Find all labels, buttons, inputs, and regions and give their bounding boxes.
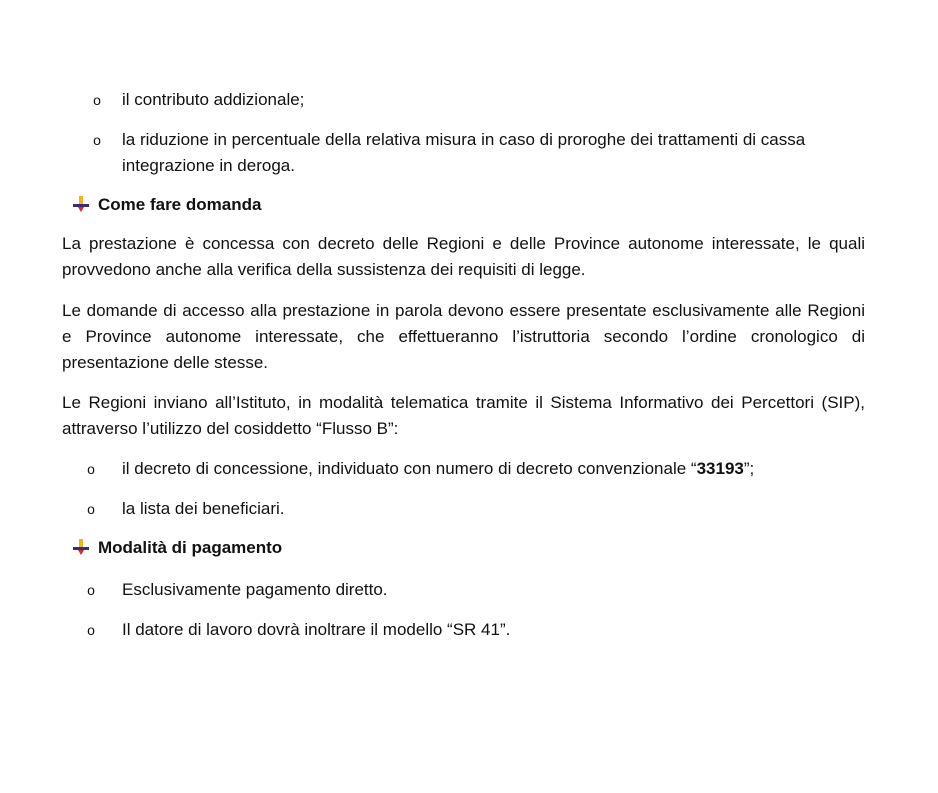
list-item: Esclusivamente pagamento diretto. — [122, 580, 388, 599]
bullet-mark: o — [87, 501, 95, 517]
list-item — [122, 456, 867, 482]
list-item-text: il decreto di concessione, individuato con numero di decreto convenzionale “ — [122, 459, 697, 478]
paragraph: Le Regioni inviano all’Istituto, in modalità telematica tramite il Sistema Informativo dei Percettori (SIP), attraverso l’utilizzo del cosiddetto “Flusso B”: — [62, 393, 865, 438]
list-item: il contributo addizionale; — [122, 90, 305, 109]
down-arrow-pin-icon — [73, 539, 89, 555]
list-item-text: ”; — [743, 459, 755, 478]
paragraph: Le domande di accesso alla prestazione in parola devono essere presentate esclusivamente alle Regioni e Province autonome interessate, che effettueranno l’istruttoria secondo l’ordine cronologico di presentazione delle stesse. — [62, 301, 865, 372]
list-item: Il datore di lavoro dovrà inoltrare il modello “SR 41”. — [122, 620, 511, 639]
decree-number: 33193 — [696, 459, 744, 478]
bullet-mark: o — [87, 461, 95, 477]
list-item: la lista dei beneficiari. — [122, 499, 285, 518]
bullet-mark: o — [87, 582, 95, 598]
section-heading: Come fare domanda — [98, 195, 262, 214]
section-heading: Modalità di pagamento — [98, 538, 283, 557]
bullet-mark: o — [87, 622, 95, 638]
list-item: la riduzione in percentuale della relativa misura in caso di proroghe dei trattamenti di cassa integrazione in deroga. — [122, 130, 806, 175]
bullet-mark: o — [93, 92, 101, 108]
down-arrow-pin-icon — [73, 196, 89, 212]
bullet-mark: o — [93, 132, 101, 148]
paragraph: La prestazione è concessa con decreto delle Regioni e delle Province autonome interessate, le quali provvedono anche alla verifica della sussistenza dei requisiti di legge. — [62, 234, 865, 279]
